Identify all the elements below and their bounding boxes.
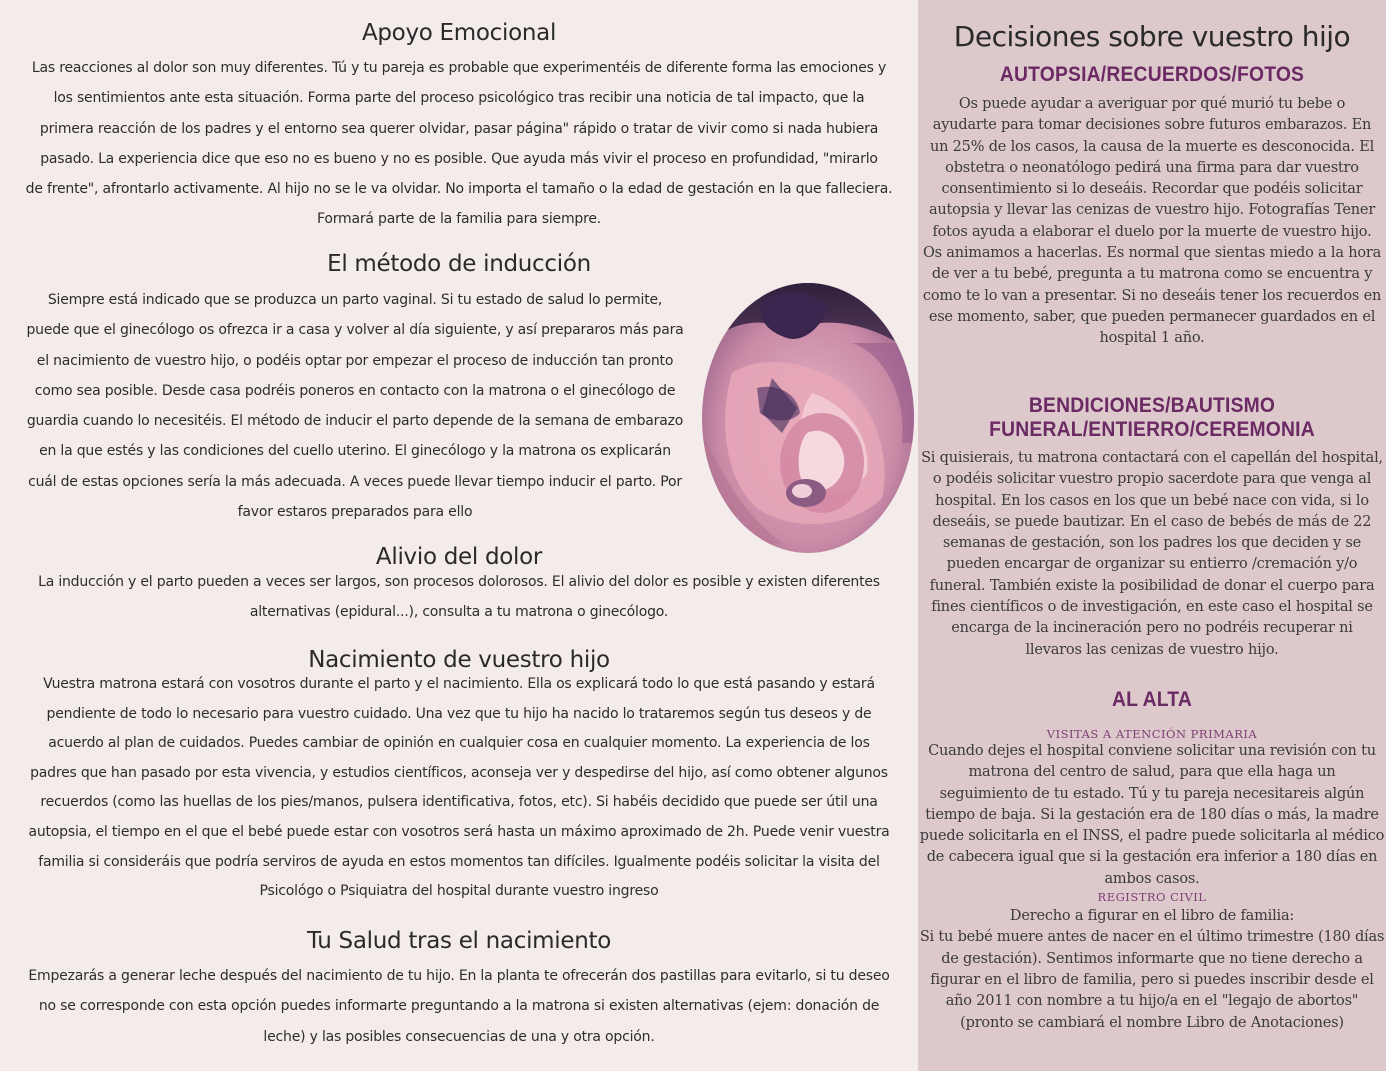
text-line: alternativas (epidural...), consulta a tu matrona o ginecólogo. (249, 604, 669, 621)
text-line: Las reacciones al dolor son muy diferentes. Tú y tu pareja es probable que experimentéis de diferente forma las emociones y (31, 60, 887, 76)
text-line: Vuestra matrona estará con vosotros durante el parto y el nacimiento. Ella os explicará todo lo que está pasando y estará (43, 676, 875, 692)
section-heading: AL ALTA (1111, 688, 1192, 711)
text-line: ambos casos. (1104, 870, 1200, 887)
text-line: figurar en el libro de familia, pero si puedes inscribir desde el (930, 971, 1374, 988)
text-line: seguimiento de tu estado. Tú y tu pareja necesitareis algún (939, 785, 1365, 802)
text-line: Si quisierais, tu matrona contactará con el capellán del hospital, (921, 450, 1383, 466)
text-line: o podéis solicitar vuestro propio sacerdote para que venga al (932, 471, 1372, 488)
section-bendiciones (918, 394, 1386, 661)
right-column (918, 0, 1386, 1071)
text-line: cuál de estas opciones sería la más adecuada. A veces puede llevar tiempo inducir el parto. Por (28, 473, 682, 490)
subheading: REGISTRO CIVIL (1097, 890, 1207, 905)
text-line: fotos ayuda a elaborar el duelo por la muerte de vuestro hijo. (932, 223, 1372, 240)
section-nacimiento (0, 647, 918, 907)
section-title: Alivio del dolor (375, 544, 543, 570)
text-line: Os animamos a hacerlas. Es normal que sientas miedo a la hora (922, 245, 1382, 262)
text-line: como te lo van a presentar. Si no deseáis tener los recuerdos en (922, 287, 1382, 304)
text-line: Empezarás a generar leche después del nacimiento de tu hijo. En la planta te ofrecerán dos pastillas para evitarlo, si tu deseo (28, 968, 890, 984)
text-line: no se corresponde con esta opción puedes informarte preguntando a la matrona si existen alternativas (ejem: donación de (38, 998, 880, 1015)
text-line: ayudarte para tomar decisiones sobre futuros embarazos. En (932, 117, 1372, 134)
text-line: acuerdo al plan de cuidados. Puedes cambiar de opinión en cualquier cosa en cualquier momento. La experiencia de los (48, 735, 870, 752)
text-line: consentimiento si lo deseáis. Recordar que podéis solicitar (941, 181, 1363, 198)
text-line: hospital. En los casos en los que un bebé nace con vida, si lo (935, 492, 1369, 509)
text-line: guardia cuando lo necesitéis. El método de inducir el parto depende de la semana de embarazo (26, 413, 684, 430)
text-line: funeral. También existe la posibilidad de donar el cuerpo para (929, 577, 1375, 594)
section-induccion-text (0, 285, 710, 527)
section-heading: BENDICIONES/BAUTISMO (1028, 394, 1276, 417)
text-line: familia si consideráis que podría serviros de ayuda en estos momentos tan difíciles. Igualmente podéis solicitar la visita del (38, 853, 880, 870)
text-line: encarga de la incineración pero no podréis recuperar ni (951, 620, 1353, 637)
text-line: pueden encargar de organizar su entierro /cremación y/o (946, 556, 1358, 573)
section-autopsia (918, 63, 1386, 350)
text-line: ese momento, saber, que pueden permanecer guardados en el (928, 308, 1376, 325)
text-line: primera reacción de los padres y el entorno sea querer olvidar, pasar página" rápido o tratar de vivir como si nada hubiera (39, 120, 879, 137)
text-line: pasado. La experiencia dice que eso no es bueno y no es posible. Que ayuda más vivir el proceso en profundidad, "mirarlo (40, 150, 878, 167)
text-line: el nacimiento de vuestro hijo, o podéis optar por empezar el proceso de inducción tan pronto (36, 352, 674, 369)
text-line: Cuando dejes el hospital conviene solicitar una revisión con tu (928, 743, 1376, 759)
text-line: tiempo de baja. Si la gestación era de 180 días o más, la madre (925, 806, 1379, 823)
text-line: Si tu bebé muere antes de nacer en el último trimestre (180 días (919, 929, 1385, 946)
section-metodo-induccion (0, 251, 918, 277)
section-title: El método de inducción (327, 251, 591, 277)
section-al-alta (918, 688, 1386, 1034)
text-line: de cabecera igual que si la gestación era inferior a 180 días en (926, 849, 1378, 866)
text-line: de gestación). Sentimos informarte que no tiene derecho a (941, 950, 1363, 967)
mother-child-illustration (702, 283, 914, 553)
text-line: Os puede ayudar a averiguar por qué murió tu bebe o (958, 96, 1346, 112)
illustration-svg (702, 283, 914, 553)
text-line: de frente", afrontarlo activamente. Al hijo no se le va olvidar. No importa el tamaño o la edad de gestación en la que falleciera. (25, 181, 893, 198)
text-line: puede solicitarla en el INSS, el padre puede solicitarla al médico (919, 828, 1385, 845)
text-line: obstetra o neonatólogo pedirá una firma para dar vuestro (945, 159, 1359, 176)
text-line: fines científicos o de investigación, en este caso el hospital se (931, 599, 1373, 616)
section-alivio-dolor (0, 544, 918, 628)
text-line: un 25% de los casos, la causa de la muerte es desconocida. El (929, 138, 1375, 155)
section-tu-salud (0, 928, 918, 1052)
text-line: como sea posible. Desde casa podréis poneros en contacto con la matrona o el ginecólogo de (34, 382, 676, 399)
section-heading: AUTOPSIA/RECUERDOS/FOTOS (999, 63, 1305, 86)
text-line: los sentimientos ante esta situación. Forma parte del proceso psicológico tras recibir una noticia de tal impacto, que la (53, 90, 865, 107)
text-line: autopsia y llevar las cenizas de vuestro hijo. Fotografías Tener (928, 202, 1376, 219)
text-line: de ver a tu bebé, pregunta a tu matrona como se encuentra y (931, 266, 1373, 283)
section-heading: FUNERAL/ENTIERRO/CEREMONIA (989, 418, 1315, 441)
text-line: llevaros las cenizas de vuestro hijo. (1025, 641, 1279, 658)
text-line: Psicológo o Psiquiatra del hospital durante vuestro ingreso (259, 883, 659, 900)
section-title: Nacimiento de vuestro hijo (308, 647, 610, 673)
text-line: pendiente de todo lo necesario para vuestro cuidado. Una vez que tu hijo ha nacido lo trataremos según tus deseos y de (46, 705, 872, 722)
text-line: matrona del centro de salud, para que ella haga un (968, 764, 1336, 781)
section-title: Apoyo Emocional (361, 20, 557, 46)
text-line: padres que han pasado por esta vivencia, y estudios científicos, aconseja ver y despedirse del hijo, así como obtener algunos (30, 764, 888, 781)
text-line: La inducción y el parto pueden a veces ser largos, son procesos dolorosos. El alivio del dolor es posible y existen diferentes (38, 574, 880, 590)
text-line: hospital 1 año. (1099, 330, 1205, 347)
text-line: recuerdos (como las huellas de los pies/manos, pulsera identificativa, fotos, etc). Si habéis decidido que puede ser útil una (40, 794, 878, 811)
text-line: favor estaros preparados para ello (237, 504, 473, 521)
text-line: Derecho a figurar en el libro de familia: (1009, 908, 1295, 925)
text-line: autopsia, el tiempo en el que el bebé puede estar con vosotros será hasta un máximo aproximado de 2h. Puede venir vuestra (28, 823, 890, 840)
text-line: Formará parte de la familia para siempre. (316, 211, 601, 228)
section-apoyo-emocional (0, 20, 918, 235)
text-line: (pronto se cambiará el nombre Libro de Anotaciones) (960, 1014, 1344, 1031)
text-line: Siempre está indicado que se produzca un parto vaginal. Si tu estado de salud lo permite, (47, 292, 663, 308)
text-line: leche) y las posibles consecuencias de una y otra opción. (263, 1028, 655, 1045)
text-line: semanas de gestación, son los padres los que deciden y se (942, 535, 1362, 552)
text-line: en la que estés y las condiciones del cuello uterino. El ginecólogo y la matrona os explicarán (39, 443, 671, 460)
text-line: deseáis, se puede bautizar. En el caso de bebés de más de 22 (932, 513, 1372, 530)
right-title: Decisiones sobre vuestro hijo (953, 20, 1351, 53)
subheading: VISITAS A ATENCIÓN PRIMARIA (1046, 727, 1258, 741)
text-line: año 2011 con nombre a tu hijo/a en el "legajo de abortos" (945, 993, 1359, 1010)
section-title: Tu Salud tras el nacimiento (307, 928, 611, 954)
text-line: puede que el ginecólogo os ofrezca ir a casa y volver al día siguiente, y así prepararos más para (26, 322, 684, 339)
